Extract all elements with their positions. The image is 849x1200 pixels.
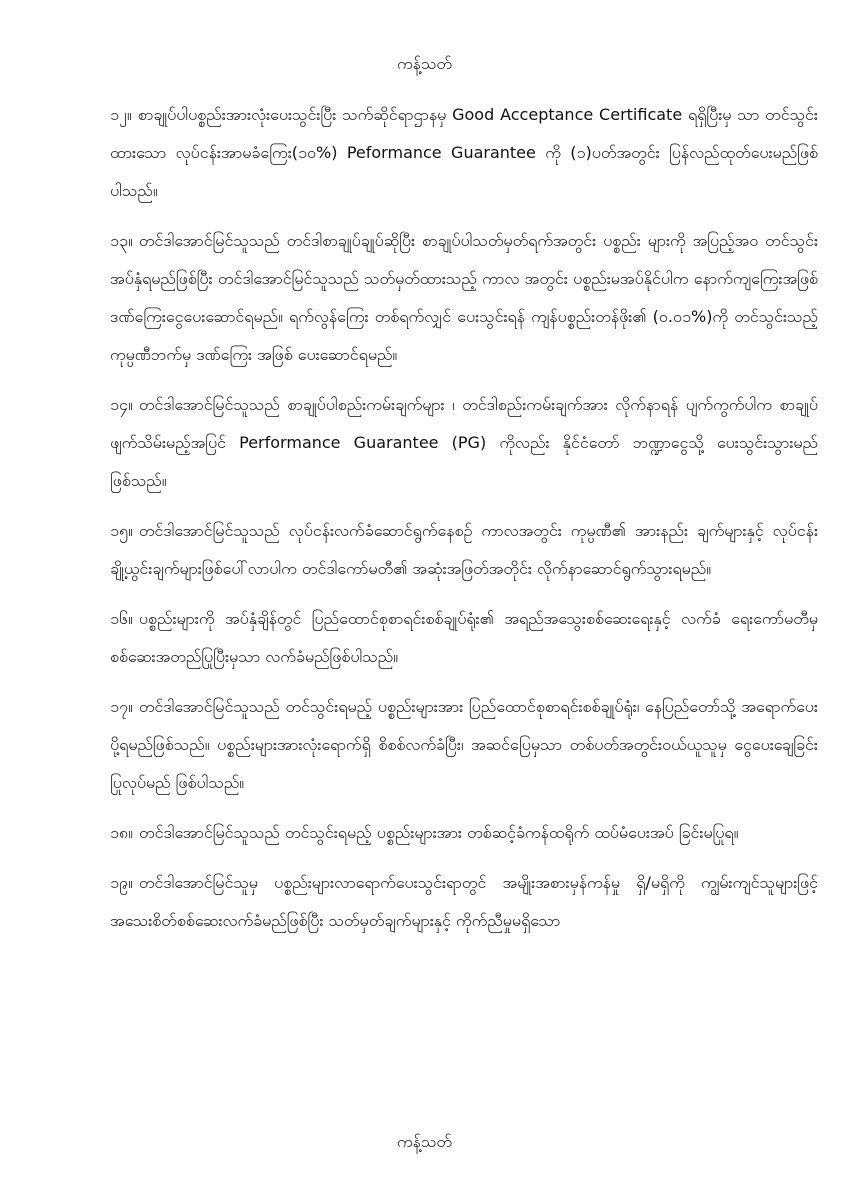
clause-14 — [110, 386, 818, 500]
clause-text: ပစ္စည်းများကို အပ်နှံချိန်တွင် ပြည်ထောင်စုစာရင်းစစ်ချုပ်ရုံး၏ အရည်အသွေးစစ်ဆေးရေးနှင့် လက်ခံ ရေးကော်မတီမှ စစ်ဆေးအတည်ပြုပြီးမှသာ လက်ခံမည်ဖြစ်ပါသည်။ — [110, 609, 818, 666]
clause-16 — [110, 600, 818, 676]
clause-number: ၁၉။ — [110, 873, 133, 892]
clause-number: ၁၆။ — [110, 609, 133, 628]
clause-text: တင်ဒါအောင်မြင်သူသည် တင်ဒါစာချုပ်ချုပ်ဆိုပြီး စာချုပ်ပါသတ်မှတ်ရက်အတွင်း ပစ္စည်း များကို အပြည့်အဝ တင်သွင်းအပ်နှံရမည်ဖြစ်ပြီး တင်ဒါအောင်မြင်သူသည် သတ်မှတ်ထားသည့် ကာလ အတွင်း ပစ္စည်းမအပ်နိုင်ပါက နောက်ကျကြေးအဖြစ် ဒဏ်ကြေးငွေပေးဆောင်ရမည်။ ရက်လွန်ကြေး တစ်ရက်လျှင် ပေးသွင်းရန် ကျန်ပစ္စည်းတန်ဖိုး၏ (၀.၀၁%)ကို တင်သွင်းသည့် ကုမ္ပဏီဘက်မှ ဒဏ်ကြေး အဖြစ် ပေးဆောင်ရမည်။ — [110, 231, 818, 364]
document-body — [110, 96, 818, 952]
page-footer-restricted: ကန့်သတ် — [397, 1132, 452, 1151]
clause-17 — [110, 688, 818, 802]
clause-19 — [110, 864, 818, 940]
clause-12 — [110, 96, 818, 210]
clause-text: တင်ဒါအောင်မြင်သူသည် တင်သွင်းရမည့် ပစ္စည်းများအား ပြည်ထောင်စုစာရင်းစစ်ချုပ်ရုံး၊ နေပြည်တော်သို့ အရောက်ပေးပို့ရမည်ဖြစ်သည်။ ပစ္စည်းများအားလုံးရောက်ရှိ စိစစ်လက်ခံပြီး၊ အဆင်ပြေမှသာ တစ်ပတ်အတွင်းဝယ်ယူသူမှ ငွေပေးချေခြင်း ပြုလုပ်မည် ဖြစ်ပါသည်။ — [110, 697, 818, 792]
clause-text: တင်ဒါအောင်မြင်သူသည် စာချုပ်ပါစည်းကမ်းချက်များ ၊ တင်ဒါစည်းကမ်းချက်အား လိုက်နာရန် ပျက်ကွက်ပါက စာချုပ်ဖျက်သိမ်းမည့်အပြင် Performance Guarantee (PG) ကိုလည်း နိုင်ငံတော် ဘဏ္ဍာငွေသို့ ပေးသွင်းသွားမည်ဖြစ်သည်။ — [110, 395, 818, 490]
clause-number: ၁၅။ — [110, 521, 133, 540]
clause-number: ၁၃။ — [110, 231, 133, 250]
clause-text: စာချုပ်ပါပစ္စည်းအားလုံးပေးသွင်းပြီး သက်ဆိုင်ရာဌာနမှ Good Acceptance Certificate ရရှိပြီးမှ သာ တင်သွင်းထားသော လုပ်ငန်းအာမခံကြေး(၁၀%) Peformance Guarantee ကို (၁)ပတ်အတွင်း ပြန်လည်ထုတ်ပေးမည်ဖြစ်ပါသည်။ — [110, 105, 818, 200]
clause-number: ၁၇။ — [110, 697, 133, 716]
page-header-restricted: ကန့်သတ် — [397, 54, 452, 73]
clause-18 — [110, 814, 818, 852]
clause-number: ၁၄။ — [110, 395, 133, 414]
clause-text: တင်ဒါအောင်မြင်သူမှ ပစ္စည်းများလာရောက်ပေးသွင်းရာတွင် အမျိုးအစားမှန်ကန်မှု ရှိ/မရှိကို ကျွမ်းကျင်သူများဖြင့် အသေးစိတ်စစ်ဆေးလက်ခံမည်ဖြစ်ပြီး သတ်မှတ်ချက်များနှင့် ကိုက်ညီမှုမရှိသော — [110, 873, 818, 930]
clause-text: တင်ဒါအောင်မြင်သူသည် လုပ်ငန်းလက်ခံဆောင်ရွက်နေစဉ် ကာလအတွင်း ကုမ္ပဏီ၏ အားနည်း ချက်များနှင့် လုပ်ငန်းချို့ယွင်းချက်များဖြစ်ပေါ်လာပါက တင်ဒါကော်မတီ၏ အဆုံးအဖြတ်အတိုင်း လိုက်နာဆောင်ရွက်သွားရမည်။ — [110, 521, 818, 578]
clause-text: တင်ဒါအောင်မြင်သူသည် တင်သွင်းရမည့် ပစ္စည်းများအား တစ်ဆင့်ခံကန်ထရိုက် ထပ်မံပေးအပ် ခြင်းမပြုရ။ — [138, 823, 739, 842]
clause-13 — [110, 222, 818, 374]
clause-15 — [110, 512, 818, 588]
clause-number: ၁၈။ — [110, 823, 133, 842]
clause-number: ၁၂။ — [110, 105, 132, 124]
